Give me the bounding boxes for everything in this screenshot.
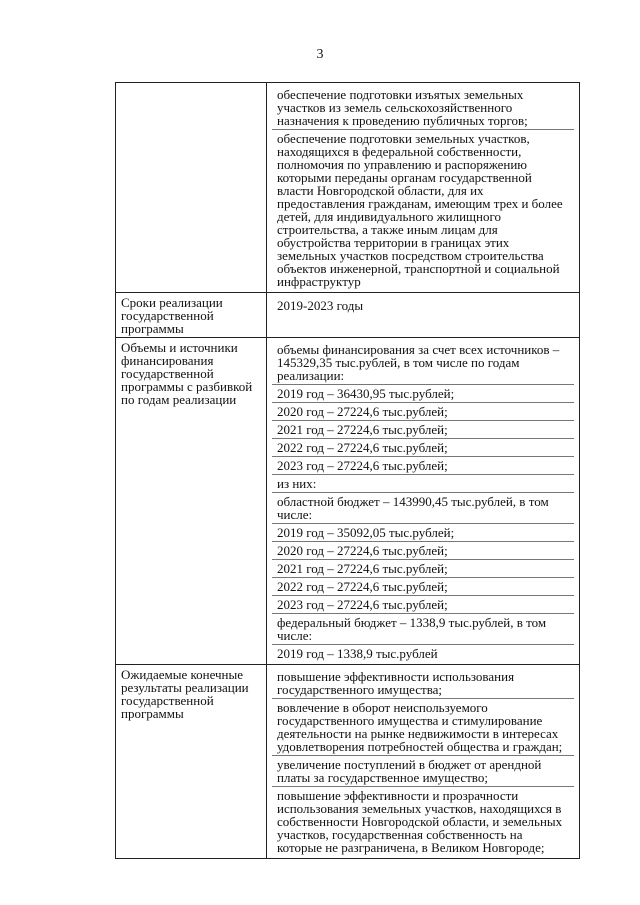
row-label bbox=[116, 83, 267, 293]
content-item: обеспечение подготовки изъятых земельных участков из земель сельскохозяйственного назначения к проведению публичных торгов; bbox=[277, 87, 528, 128]
content-item: 2019 год – 35092,05 тыс.рублей; bbox=[272, 523, 574, 541]
table-row bbox=[116, 293, 580, 338]
content-item: 2023 год – 27224,6 тыс.рублей; bbox=[272, 595, 574, 613]
table-row bbox=[116, 338, 580, 665]
page-number: 3 bbox=[316, 47, 324, 62]
row-content bbox=[267, 665, 580, 859]
content-item: 2020 год – 27224,6 тыс.рублей; bbox=[272, 402, 574, 420]
content-item: 2022 год – 27224,6 тыс.рублей; bbox=[272, 438, 574, 456]
content-item: 2019-2023 годы bbox=[277, 298, 364, 313]
content-item: объемы финансирования за счет всех источников – 145329,35 тыс.рублей, в том числе по годам реализации: bbox=[277, 342, 560, 383]
content-item: федеральный бюджет – 1338,9 тыс.рублей, в том числе: bbox=[272, 613, 574, 644]
row-label: Сроки реализации государственной программы bbox=[116, 293, 267, 338]
content-item: 2022 год – 27224,6 тыс.рублей; bbox=[272, 577, 574, 595]
content-item: повышение эффективности использования государственного имущества; bbox=[277, 669, 515, 697]
content-item: увеличение поступлений в бюджет от арендной платы за государственное имущество; bbox=[272, 755, 574, 786]
content-item: вовлечение в оборот неиспользуемого государственного имущества и стимулирование деятельности на рынке недвижимости в интересах удовлетворения потребностей общества и граждан; bbox=[272, 698, 574, 755]
table-row bbox=[116, 665, 580, 859]
content-item: 2020 год – 27224,6 тыс.рублей; bbox=[272, 541, 574, 559]
row-content bbox=[267, 293, 580, 338]
content-item: 2019 год – 36430,95 тыс.рублей; bbox=[272, 384, 574, 402]
passport-table bbox=[115, 82, 580, 859]
content-item: 2021 год – 27224,6 тыс.рублей; bbox=[272, 420, 574, 438]
row-content bbox=[267, 83, 580, 293]
table-row bbox=[116, 83, 580, 293]
content-item: из них: bbox=[272, 474, 574, 492]
content-item: повышение эффективности и прозрачности использования земельных участков, находящихся в собственности Новгородской области, и земельных участков, государственная собственность на которые не разграничена, в Великом Новгороде; bbox=[272, 786, 574, 856]
content-item: 2023 год – 27224,6 тыс.рублей; bbox=[272, 456, 574, 474]
content-item: 2019 год – 1338,9 тыс.рублей bbox=[272, 644, 574, 662]
row-content bbox=[267, 338, 580, 665]
content-item: обеспечение подготовки земельных участков, находящихся в федеральной собственности, полномочия по управлению и распоряжению которыми переданы органам государственной власти Новгородской области, для их предоставления гражданам, имеющим трех и более детей, для индивидуального жилищного строительства, а также иным лицам для обустройства территории в границах этих земельных участков посредством строительства объектов инженерной, транспортной и социальной инфраструктур bbox=[272, 129, 574, 290]
row-label: Ожидаемые конечные результаты реализации государственной программы bbox=[116, 665, 267, 859]
row-label: Объемы и источники финансирования государственной программы с разбивкой по годам реализации bbox=[116, 338, 267, 665]
content-item: областной бюджет – 143990,45 тыс.рублей, в том числе: bbox=[272, 492, 574, 523]
content-item: 2021 год – 27224,6 тыс.рублей; bbox=[272, 559, 574, 577]
